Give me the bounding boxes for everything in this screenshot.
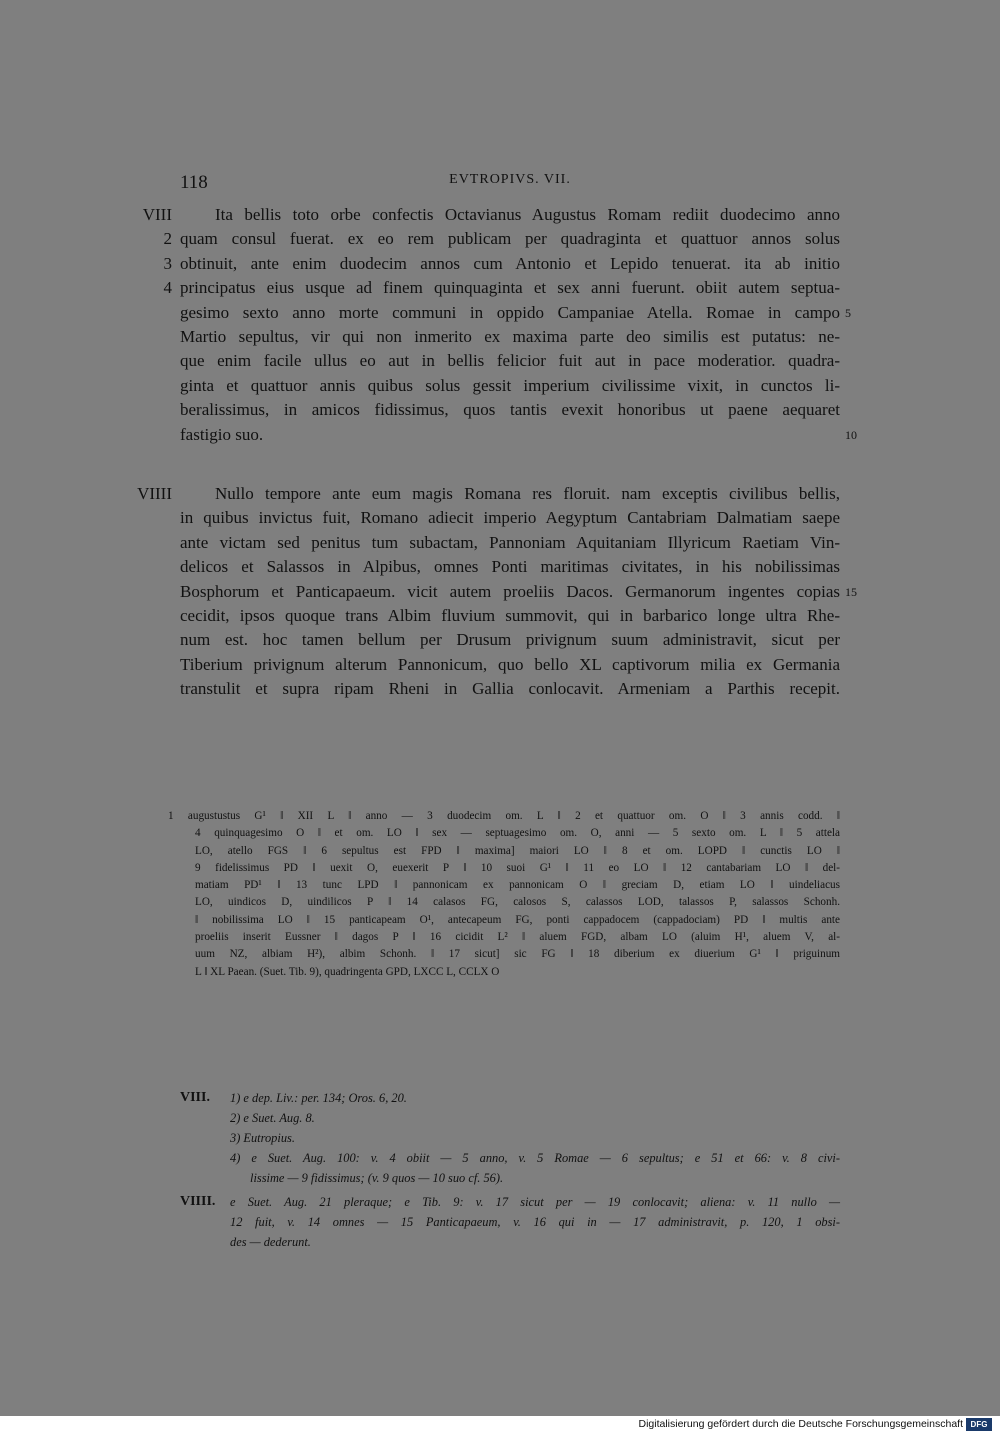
text-line (0, 628, 1000, 652)
text-line (0, 531, 1000, 555)
line-text: in quibus invictus fuit, Romano adiecit imperio Aegyptum Cantabriam Dalmatiam saepe (180, 508, 840, 528)
chapter-viii (0, 203, 1000, 447)
chapter-number: VIIII (137, 484, 172, 503)
line-text: gesimo sexto anno morte communi in oppido Campaniae Atella. Romae in campo (180, 302, 840, 322)
source-row (0, 1088, 1000, 1108)
line-text: quam consul fuerat. ex eo rem publicam per quadraginta et quattuor annos solus (180, 229, 840, 249)
paragraph-number: 2 (163, 229, 172, 249)
source-text: des — dederunt. (230, 1235, 311, 1249)
line-number: 15 (845, 584, 857, 599)
line-text: transtulit et supra ripam Rheni in Gallia conlocavit. Armeniam a Parthis recepit. (180, 679, 840, 699)
critical-apparatus (168, 808, 840, 981)
source-chapter-label: VIIII. (180, 1194, 216, 1209)
apparatus-line: LO, atello FGS ‖ 6 sepultus est FPD ‖ maxima] maiori LO ‖ 8 et om. LOPD ‖ cunctis LO ‖ (195, 844, 840, 857)
line-text: Bosphorum et Panticapaeum. vicit autem proeliis Dacos. Germanorum ingentes copias (180, 581, 840, 601)
line-number: 10 (845, 427, 857, 442)
source-row (0, 1232, 1000, 1252)
chapter-number: VIII (142, 205, 172, 224)
apparatus-line: uum NZ, albiam H²), albim Schonh. ‖ 17 sicut] sic FG ‖ 18 diberium ex diuerium G¹ ‖ priguinum (195, 948, 840, 961)
source-text: e Suet. Aug. 21 pleraque; e Tib. 9: v. 17 sicut per — 19 conlocavit; aliena: v. 11 nullo — (230, 1195, 840, 1209)
paragraph-number: 4 (163, 278, 172, 298)
text-line (0, 398, 1000, 422)
text-line (0, 506, 1000, 530)
line-text: ante victam sed penitus tum subactam, Pannoniam Aquitaniam Illyricum Raetiam Vin- (180, 532, 840, 552)
footer-bar (0, 1416, 1000, 1434)
text-line (0, 325, 1000, 349)
page-header (0, 168, 1000, 196)
apparatus-line: ‖ nobilissima LO ‖ 15 panticapeam O¹, antecapeum FG, ponti cappadocem (cappadociam) PD ‖ multis ante (195, 913, 840, 926)
source-text: 12 fuit, v. 14 omnes — 15 Panticapaeum, v. 16 qui in — 17 administravit, p. 120, 1 obsi- (230, 1215, 840, 1229)
line-text: que enim facile ullus eo aut in bellis felicior fuit aut in pace moderatior. quadra- (180, 351, 840, 371)
line-text: beralissimus, in amicos fidissimus, quos tantis evexit honoribus ut paene aequaret (180, 400, 840, 420)
apparatus-line: 4 quinquagesimo O ‖ et om. LO ‖ sex — septuagesimo om. O, anni — 5 sexto om. L ‖ 5 attela (195, 827, 840, 840)
apparatus-line: proeliis inserit Eussner ‖ dagos P ‖ 16 cicidit L² ‖ aluem FGD, albam LO (aluim H¹, aluem V, al- (195, 931, 840, 944)
text-line (0, 276, 1000, 300)
text-line (0, 252, 1000, 276)
text-line (0, 555, 1000, 579)
source-text: 4) e Suet. Aug. 100: v. 4 obiit — 5 anno, v. 5 Romae — 6 sepultus; e 51 et 66: v. 8 civi- (230, 1151, 840, 1165)
line-number: 5 (845, 305, 851, 320)
line-text: Ita bellis toto orbe confectis Octavianus Augustus Romam rediit duodecimo anno (215, 205, 840, 224)
line-text: Nullo tempore ante eum magis Romana res floruit. nam exceptis civilibus bellis, (215, 484, 840, 503)
text-line (0, 653, 1000, 677)
apparatus-line: 1 augustustus G¹ ‖ XII L ‖ anno — 3 duodecim om. L ‖ 2 et quattuor om. O ‖ 3 annis codd. ‖ (168, 810, 840, 822)
source-text: 3) Eutropius. (230, 1131, 295, 1145)
text-line (0, 580, 1000, 604)
text-line (0, 604, 1000, 628)
paragraph-number: 3 (163, 253, 172, 273)
text-line (0, 301, 1000, 325)
apparatus-line: matiam PD¹ ‖ 13 tunc LPD ‖ pannonicam ex pannonicam O ‖ greciam D, etiam LO ‖ uindeliacus (195, 879, 840, 892)
text-line (0, 349, 1000, 373)
source-notes (0, 1088, 1000, 1252)
line-text: ginta et quattuor annis quibus solus gessit imperium civilissime vixit, in cunctos li- (180, 375, 840, 395)
apparatus-line: 9 fidelissimus PD ‖ uexit O, euexerit P ‖ 10 suoi G¹ ‖ 11 eo LO ‖ 12 cantabariam LO ‖ del- (195, 861, 840, 874)
funding-credit: Digitalisierung gefördert durch die Deutsche Forschungsgemeinschaft (638, 1418, 963, 1430)
source-text: 1) e dep. Liv.: per. 134; Oros. 6, 20. (230, 1091, 407, 1105)
source-row (0, 1148, 1000, 1168)
source-row (0, 1108, 1000, 1128)
line-text: obtinuit, ante enim duodecim annos cum Antonio et Lepido tenuerat. ita ab initio (180, 253, 840, 273)
source-chapter-label: VIII. (180, 1090, 210, 1105)
text-line (0, 482, 1000, 506)
apparatus-line: L ‖ XL Paean. (Suet. Tib. 9), quadringenta GPD, LXCC L, CCLX O (195, 965, 500, 978)
apparatus-line: LO, uindicos D, uindilicos P ‖ 14 calasos FG, calosos S, calassos LOD, talassos P, salassos Schonh. (195, 896, 840, 909)
source-row (0, 1128, 1000, 1148)
running-title: EVTROPIVS. VII. (449, 172, 571, 187)
text-line (0, 374, 1000, 398)
line-text: Tiberium privignum alterum Pannonicum, quo bello XL captivorum milia ex Germania (180, 654, 840, 674)
source-row (0, 1212, 1000, 1232)
line-text: delicos et Salassos in Alpibus, omnes Ponti maritimas civitates, in his nobilissimas (180, 557, 840, 577)
line-text: cecidit, ipsos quoque trans Albim fluvium summovit, qui in barbarico longe ultra Rhe- (180, 605, 840, 625)
source-text: lissime — 9 fidissimus; (v. 9 quos — 10 suo cf. 56). (250, 1171, 504, 1185)
text-line (0, 203, 1000, 227)
line-text: principatus eius usque ad finem quinquaginta et sex anni fuerunt. obiit autem septua- (180, 278, 840, 298)
text-line (0, 677, 1000, 701)
line-text: num est. hoc tamen bellum per Drusum privignum suum administravit, sicut per (180, 630, 840, 650)
source-row (0, 1192, 1000, 1212)
chapter-viiii (0, 482, 1000, 702)
page-number: 118 (180, 172, 208, 193)
line-text: Martio sepultus, vir qui non inmerito ex maxima parte deo similis est putatus: ne- (180, 326, 840, 346)
source-text: 2) e Suet. Aug. 8. (230, 1111, 315, 1125)
dfg-logo-icon: DFG (966, 1418, 992, 1431)
text-line (0, 227, 1000, 251)
text-line (0, 423, 1000, 447)
line-text: fastigio suo. (180, 424, 264, 444)
source-row (0, 1168, 1000, 1188)
